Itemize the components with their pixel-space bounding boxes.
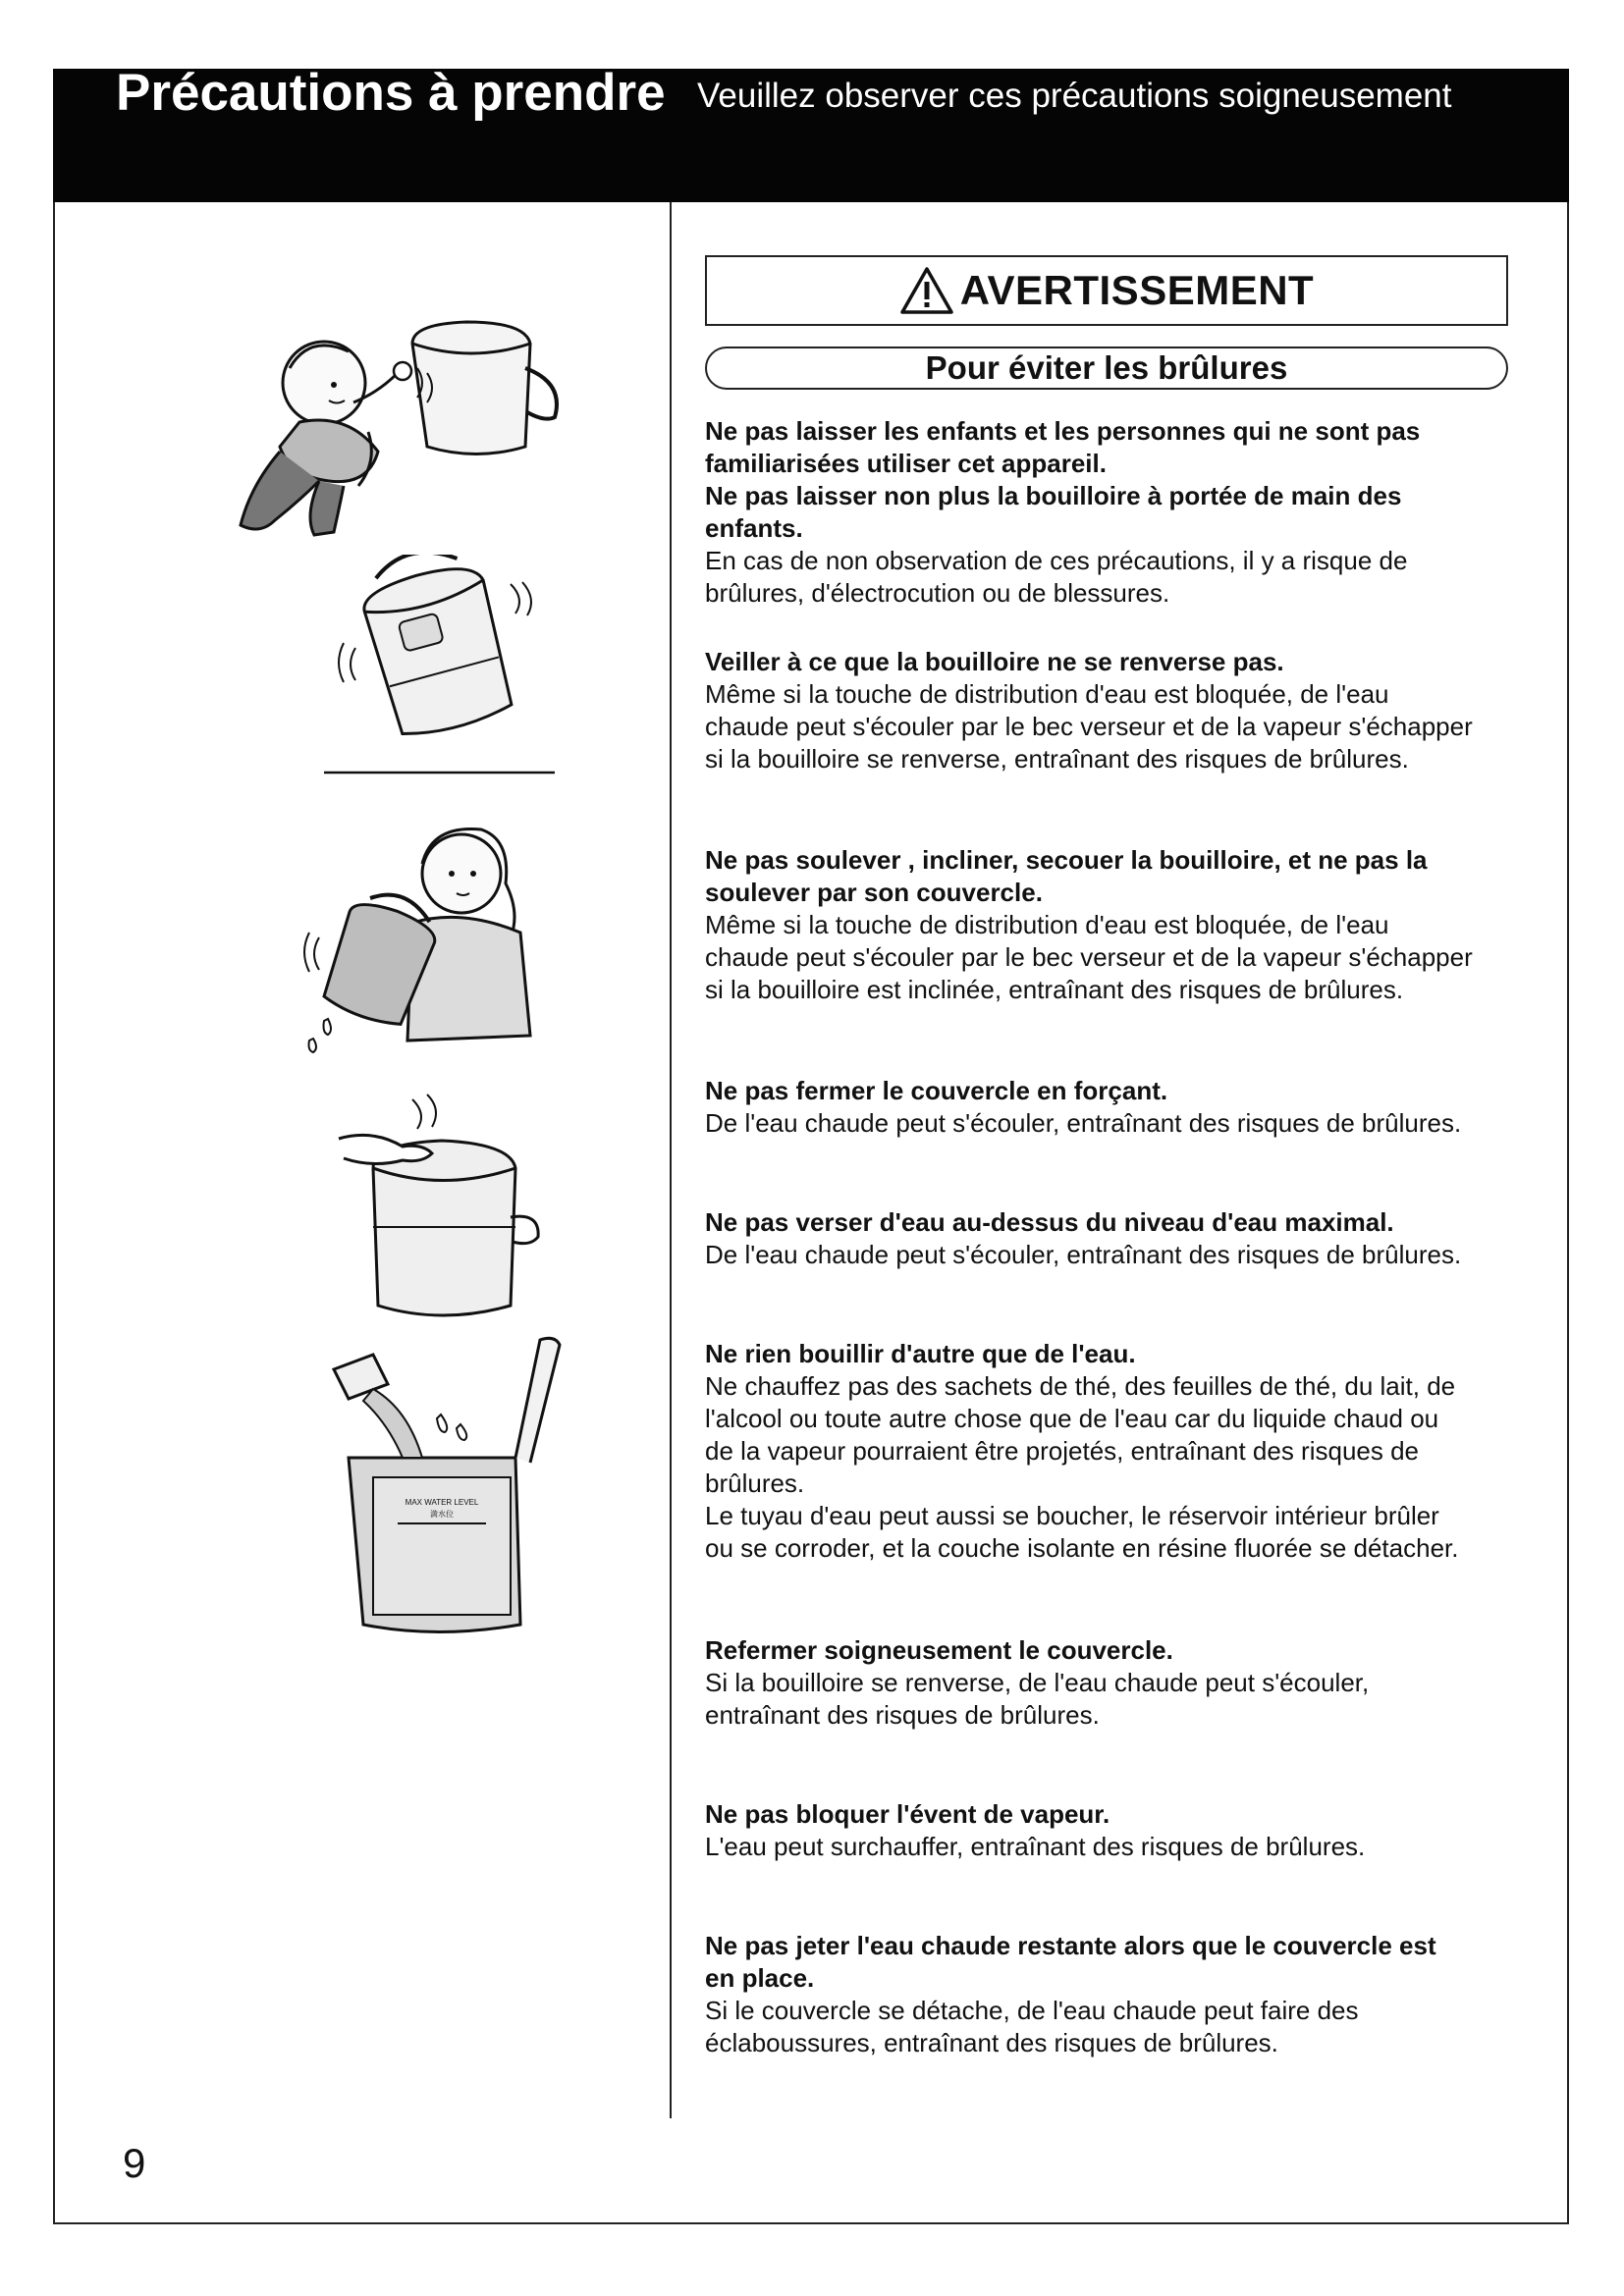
page-number: 9 (123, 2140, 146, 2186)
precaution-heading: Ne pas fermer le couvercle en forçant. (705, 1076, 1168, 1105)
precaution-text: de la vapeur pourraient être projetés, entraînant des risques de (705, 1436, 1420, 1466)
hand-forcing-lid-illustration (334, 1090, 560, 1335)
precaution-text: De l'eau chaude peut s'écouler, entraînant des risques de brûlures. (705, 1108, 1462, 1138)
precaution-text: L'eau peut surchauffer, entraînant des risques de brûlures. (705, 1832, 1366, 1861)
precaution-text: brûlures, d'électrocution ou de blessures. (705, 578, 1170, 608)
precaution-text: Le tuyau d'eau peut aussi se boucher, le réservoir intérieur brûler (705, 1501, 1439, 1530)
precaution-heading: enfants. (705, 513, 803, 543)
column-divider (670, 202, 672, 2118)
precaution-heading: Ne pas laisser non plus la bouilloire à portée de main des (705, 481, 1402, 510)
page-title: Précautions à prendre (116, 64, 666, 122)
page-subtitle: Veuillez observer ces précautions soigneusement (697, 77, 1452, 115)
precaution-water-only (705, 1338, 1549, 1565)
precaution-heading: en place. (705, 1963, 815, 1993)
warning-triangle-icon (899, 266, 954, 315)
max-water-level-label: MAX WATER LEVEL (405, 1498, 479, 1507)
precaution-heading: Ne pas verser d'eau au-dessus du niveau d'eau maximal. (705, 1207, 1394, 1237)
woman-shaking-kettle-illustration (295, 815, 550, 1070)
precaution-heading: Veiller à ce que la bouilloire ne se renverse pas. (705, 647, 1284, 676)
section-title: Pour éviter les brûlures (705, 347, 1508, 390)
precaution-close-lid (705, 1634, 1549, 1732)
precaution-text: brûlures. (705, 1468, 805, 1498)
precaution-children (705, 415, 1549, 610)
warning-label: AVERTISSEMENT (959, 267, 1315, 313)
precaution-text: chaude peut s'écouler par le bec verseur et de la vapeur s'échapper (705, 942, 1473, 972)
precaution-text: l'alcool ou toute autre chose que de l'eau car du liquide chaud ou (705, 1404, 1439, 1433)
precaution-steam-vent (705, 1798, 1549, 1863)
precaution-text: Même si la touche de distribution d'eau est bloquée, de l'eau (705, 910, 1389, 939)
tipping-kettle-illustration (314, 555, 569, 790)
precaution-heading: familiarisées utiliser cet appareil. (705, 449, 1107, 478)
precaution-max-level (705, 1206, 1549, 1271)
warning-box (705, 255, 1508, 326)
precaution-text: chaude peut s'écouler par le bec verseur et de la vapeur s'échapper (705, 712, 1473, 741)
precaution-lid-force (705, 1075, 1549, 1140)
precaution-tipping (705, 646, 1549, 775)
precaution-text: ou se corroder, et la couche isolante en résine fluorée se détacher. (705, 1533, 1459, 1563)
precaution-text: De l'eau chaude peut s'écouler, entraînant des risques de brûlures. (705, 1240, 1462, 1269)
child-reaching-kettle-illustration (231, 314, 584, 550)
precaution-text: Ne chauffez pas des sachets de thé, des feuilles de thé, du lait, de (705, 1371, 1456, 1401)
precaution-text: En cas de non observation de ces précautions, il y a risque de (705, 546, 1408, 575)
precaution-text: Si le couvercle se détache, de l'eau chaude peut faire des (705, 1996, 1359, 2025)
precaution-text: entraînant des risques de brûlures. (705, 1700, 1100, 1730)
precaution-heading: Ne pas laisser les enfants et les personnes qui ne sont pas (705, 416, 1421, 446)
precaution-text: Même si la touche de distribution d'eau est bloquée, de l'eau (705, 679, 1389, 709)
precaution-heading: soulever par son couvercle. (705, 878, 1043, 907)
precaution-heading: Ne pas soulever , incliner, secouer la bouilloire, et ne pas la (705, 845, 1428, 875)
precaution-heading: Ne pas bloquer l'évent de vapeur. (705, 1799, 1110, 1829)
precaution-text: éclaboussures, entraînant des risques de brûlures. (705, 2028, 1278, 2057)
precaution-text: si la bouilloire est inclinée, entraînant des risques de brûlures. (705, 975, 1404, 1004)
precaution-heading: Ne rien bouillir d'autre que de l'eau. (705, 1339, 1136, 1368)
precaution-lifting (705, 844, 1549, 1006)
precaution-discard-water (705, 1930, 1549, 2059)
precaution-heading: Ne pas jeter l'eau chaude restante alors que le couvercle est (705, 1931, 1436, 1960)
precaution-text: si la bouilloire se renverse, entraînant des risques de brûlures. (705, 744, 1409, 774)
pouring-water-illustration (329, 1330, 584, 1654)
precaution-text: Si la bouilloire se renverse, de l'eau chaude peut s'écouler, (705, 1668, 1370, 1697)
precaution-heading: Refermer soigneusement le couvercle. (705, 1635, 1173, 1665)
max-water-level-label-jp: 満水位 (430, 1510, 454, 1519)
